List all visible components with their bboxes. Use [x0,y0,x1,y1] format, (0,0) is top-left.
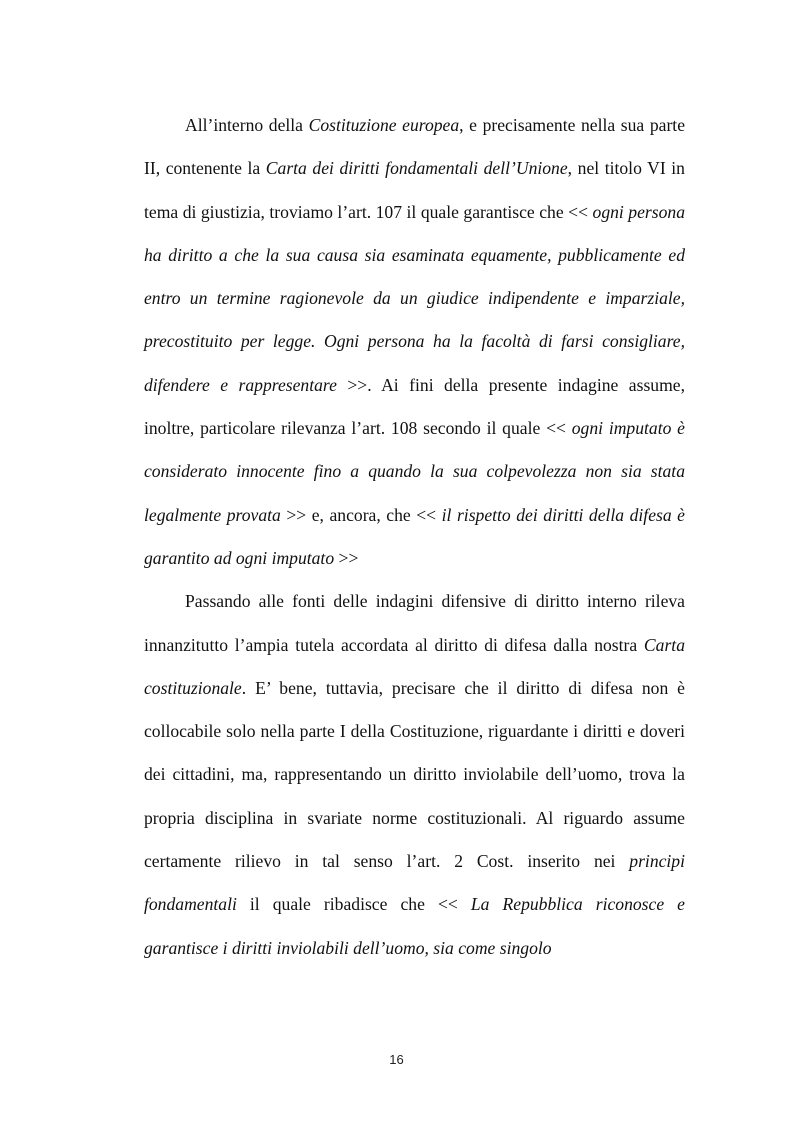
italic-text: Carta costituzionale [144,634,685,698]
text-run: All’interno della [185,115,309,135]
text-run: , e precisamente nella sua parte II, contenente la [144,115,686,179]
italic-text: Carta dei diritti fondamentali dell’Unione [265,158,568,179]
italic-text: ogni persona ha diritto a che la sua causa sia esaminata equamente, pubblicamente ed entro un termine ragionevole da un giudice indipendente e imparziale, precostituito per legge. Ogni persona ha la facoltà di farsi consigliare, difendere e rappresentare [144,201,685,395]
italic-text: il rispetto dei diritti della difesa è garantito ad ogni imputato [144,504,685,568]
text-run: . E’ bene, tuttavia, precisare che il diritto di difesa non è collocabile solo nella parte I della Costituzione, riguardante i diritti e doveri dei cittadini, ma, rappresentando un diritto inviolabile dell’uomo, trova la propria disciplina in svariate norme costituzionali. Al riguardo assume certamente rilievo in tal senso l’art. 2 Cost. inserito nei [144,677,685,872]
italic-text: principi fondamentali [144,851,685,915]
italic-text: ogni imputato è considerato innocente fino a quando la sua colpevolezza non sia stata legalmente provata [144,418,685,525]
italic-text: La Repubblica riconosce e garantisce i diritti inviolabili dell’uomo, sia come singolo [144,894,685,958]
document-body [144,104,685,970]
page-number: 16 [389,1052,404,1067]
text-run: , nel titolo VI in tema di giustizia, troviamo l’art. 107 il quale garantisce che << [144,158,685,222]
text-run: >>. Ai fini della presente indagine assume, inoltre, particolare rilevanza l’art. 108 secondo il quale << [144,374,685,439]
paragraph [144,580,685,970]
text-run: il quale ribadisce che << [236,894,471,915]
paragraph [144,104,685,580]
text-run: Passando alle fonti delle indagini difensive di diritto interno rileva innanzitutto l’ampia tutela accordata al diritto di difesa dalla nostra [144,591,685,655]
italic-text: Costituzione europea [308,115,460,135]
text-run: >> e, ancora, che << [280,504,442,525]
text-run: >> [334,547,359,568]
